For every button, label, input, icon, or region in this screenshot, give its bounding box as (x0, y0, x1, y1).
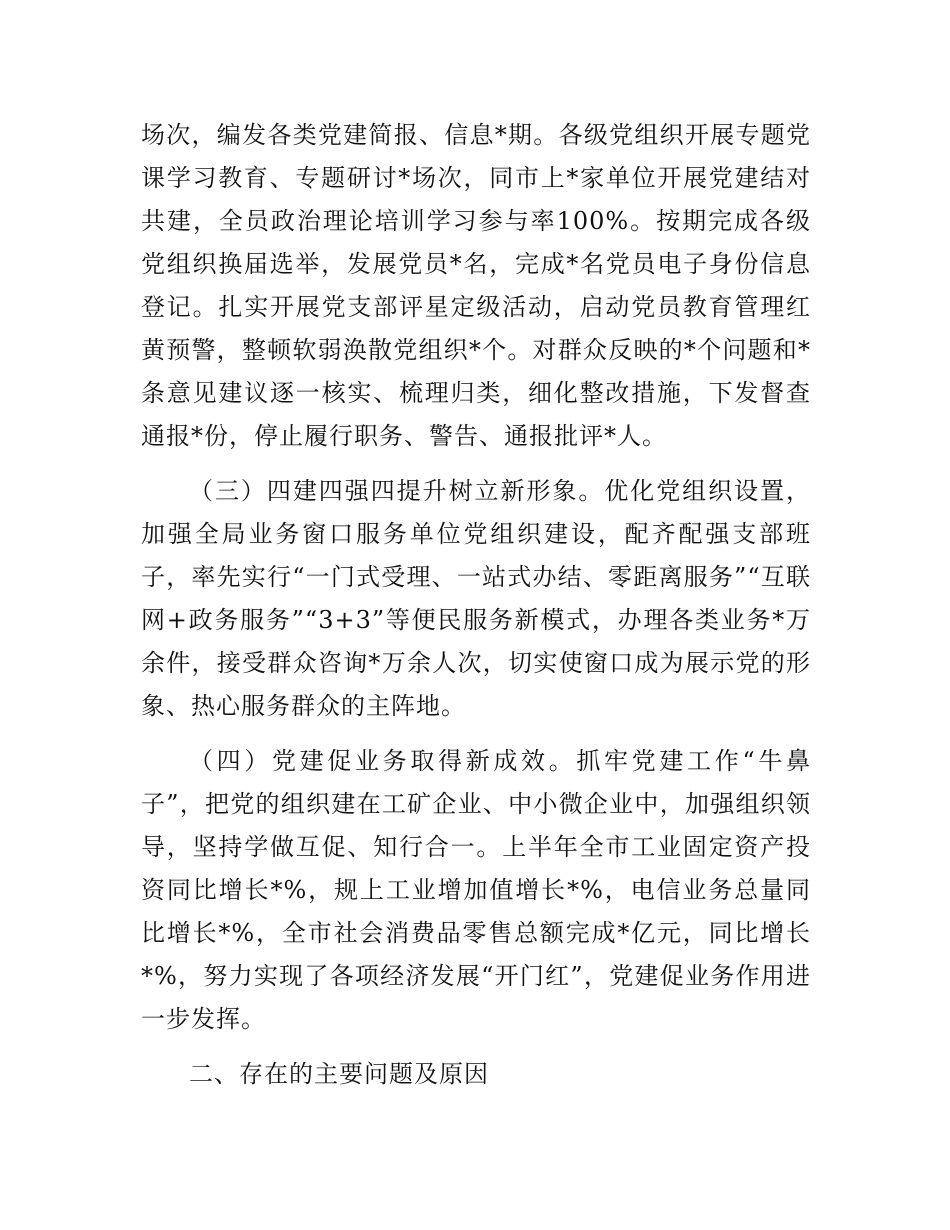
paragraph-continuation: 场次，编发各类党建简报、信息*期。各级党组织开展专题党课学习教育、专题研讨*场次，同市上*家单位开展党建结对共建，全员政治理论培训学习参与率100%。按期完成各级党组织换届选举，发展党员*名，完成*名党员电子身份信息登记。扎实开展党支部评星定级活动，启动党员教育管理红黄预警，整顿软弱涣散党组织*个。对群众反映的*个问题和*条意见建议逐一核实、梳理归类，细化整改措施，下发督查通报*份，停止履行职务、警告、通报批评*人。 (141, 121, 811, 450)
paragraph-section-4: （四）党建促业务取得新成效。抓牢党建工作“牛鼻子”，把党的组织建在工矿企业、中小微企业中，加强组织领导，坚持学做互促、知行合一。上半年全市工业固定资产投资同比增长*%，规上工业增加值增长*%，电信业务总量同比增长*%，全市社会消费品零售总额完成*亿元，同比增长*%，努力实现了各项经济发展“开门红”，党建促业务作用进一步发挥。 (141, 747, 811, 1033)
section-heading: 二、存在的主要问题及原因 (189, 1060, 489, 1088)
document-body (141, 114, 811, 1096)
paragraph-section-3: （三）四建四强四提升树立新形象。优化党组织设置，加强全局业务窗口服务单位党组织建设，配齐配强支部班子，率先实行“一门式受理、一站式办结、零距离服务”“互联网+政务服务”“3+3”等便民服务新模式，办理各类业务*万余件，接受群众咨询*万余人次，切实使窗口成为展示党的形象、热心服务群众的主阵地。 (141, 477, 811, 720)
